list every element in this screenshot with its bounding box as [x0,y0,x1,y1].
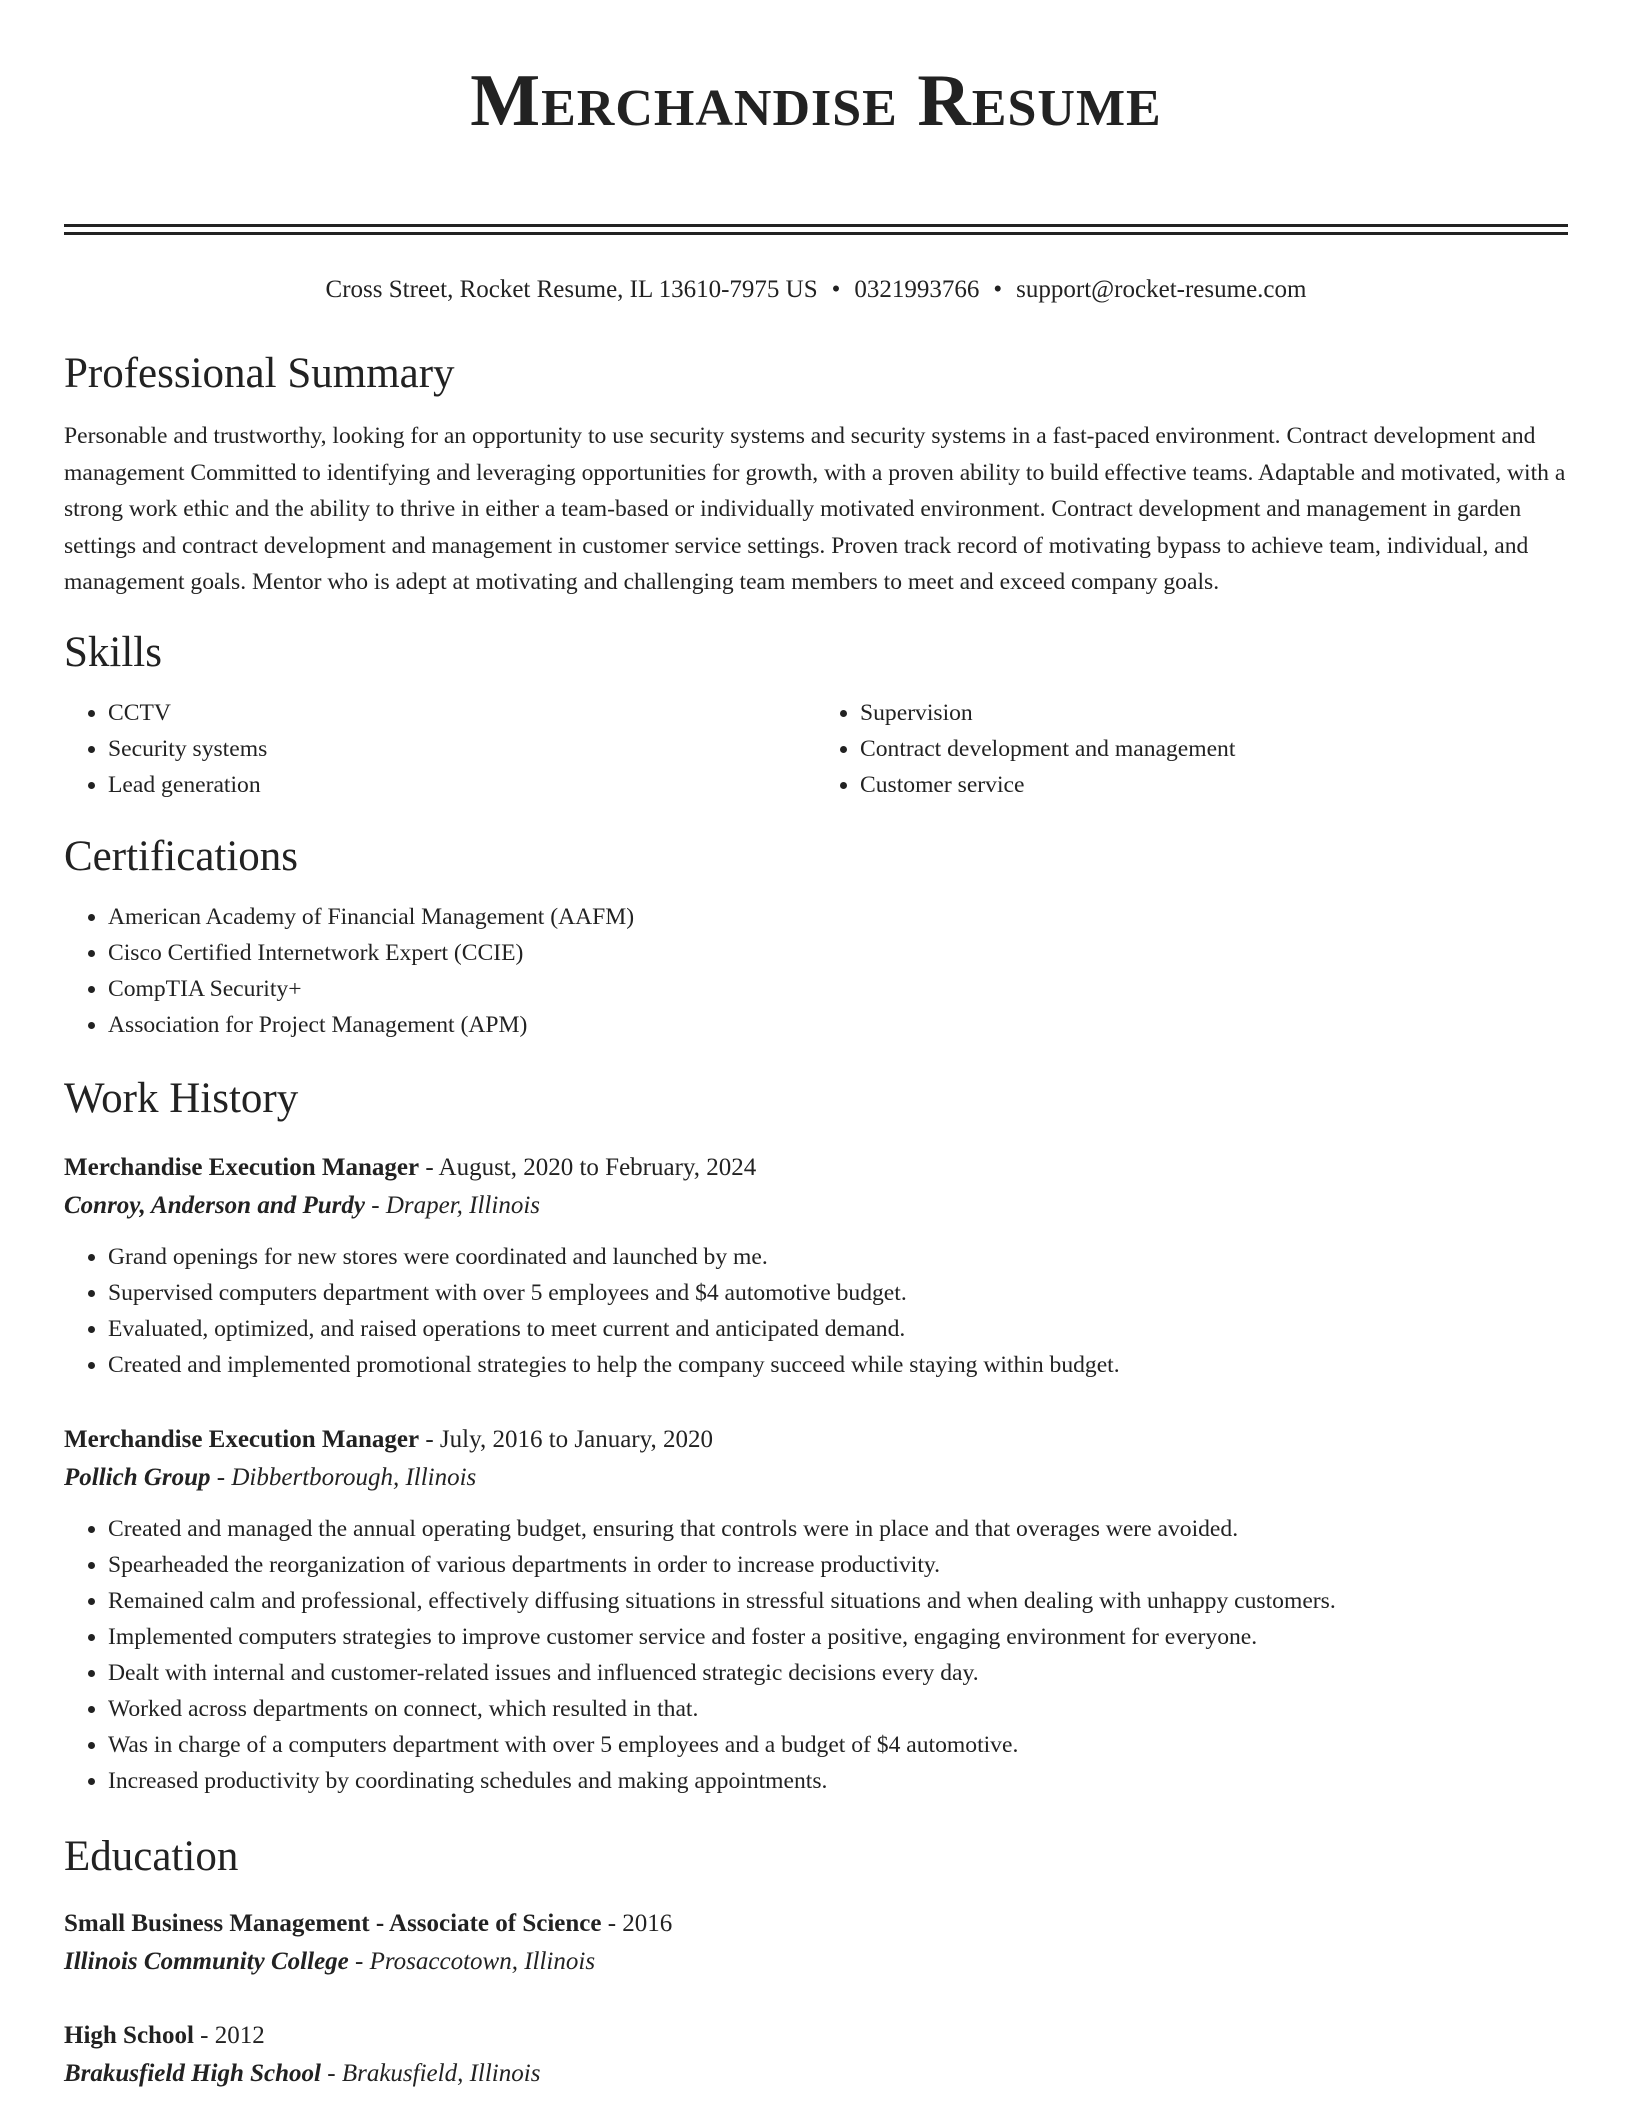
job-bullet: • Dealt with internal and customer-related issues and influenced strategic decisions every day. [108,1655,1568,1691]
education-school: Illinois Community College [64,1947,349,1975]
certification-item: • Cisco Certified Internetwork Expert (CCIE) [108,935,1568,971]
education-institution [64,1943,1568,1981]
certifications-heading: Certifications [64,832,299,880]
job-location: - Dibbertborough, Illinois [210,1463,477,1491]
education-school: Brakusfield High School [64,2059,321,2087]
summary-heading: Professional Summary [64,350,455,397]
job-dates: - July, 2016 to January, 2020 [419,1425,714,1453]
job-header [64,1149,1568,1187]
job-employer [64,1459,1568,1497]
job-bullet: • Evaluated, optimized, and raised operations to meet current and anticipated demand. [108,1311,1568,1347]
certification-item: • Association for Project Management (APM) [108,1007,1568,1043]
job-bullet: • Spearheaded the reorganization of various departments in order to increase productivity. [108,1547,1568,1583]
job-bullets [64,1511,1568,1799]
job-header [64,1421,1568,1459]
certifications-list [64,899,1568,1043]
education-entry [64,1905,1568,1981]
job-title: Merchandise Execution Manager [64,1425,420,1453]
skill-item: • Supervision [860,695,1568,731]
work-history-section [64,1073,1568,1799]
education-heading: Education [64,1832,239,1880]
job-bullet: • Increased productivity by coordinating schedules and making appointments. [108,1763,1568,1799]
job-employer [64,1187,1568,1225]
education-institution [64,2055,1568,2093]
job-title: Merchandise Execution Manager [64,1153,420,1181]
work-history-heading: Work History [64,1074,299,1122]
certifications-section [64,831,1568,1043]
skills-columns [64,695,1568,803]
job-bullet: • Worked across departments on connect, which resulted in that. [108,1691,1568,1727]
education-year: - 2016 [601,1909,673,1937]
contact-email[interactable]: support@rocket-resume.com [1016,276,1307,303]
job-bullet: • Remained calm and professional, effectively diffusing situations in stressful situations and when dealing with unhappy customers. [108,1583,1568,1619]
skill-item: • Customer service [860,767,1568,803]
job-entry [64,1149,1568,1383]
education-entry [64,2017,1568,2093]
contact-address: Cross Street, Rocket Resume, IL 13610-7975 US [325,276,818,303]
skill-item: • Lead generation [108,767,816,803]
job-bullet: • Created and implemented promotional strategies to help the company succeed while staying within budget. [108,1347,1568,1383]
header-rule-top [64,224,1568,227]
header-rule-bottom [64,232,1568,235]
summary-section [64,348,1568,601]
education-location: - Brakusfield, Illinois [321,2059,541,2087]
job-location: - Draper, Illinois [365,1191,540,1219]
skill-item: • Contract development and management [860,731,1568,767]
education-header [64,2017,1568,2055]
education-year: - 2012 [193,2021,265,2049]
summary-text: Personable and trustworthy, looking for an opportunity to use security systems and security systems in a fast-paced environment. Contract development and management Committed to identifying and leveraging opportunities for growth, with a proven ability to build effective teams. Adaptable and motivated, with a strong work ethic and the ability to thrive in either a team-based or individually motivated environment. Contract development and management in garden settings and contract development and management in customer service settings. Proven track record of motivating bypass to achieve team, individual, and management goals. Mentor who is adept at motivating and challenging team members to meet and exceed company goals. [64,423,1566,596]
job-company: Conroy, Anderson and Purdy [64,1191,365,1219]
skills-section [64,627,1568,803]
job-bullet: • Grand openings for new stores were coordinated and launched by me. [108,1239,1568,1275]
skills-list-right [816,695,1568,803]
skills-list-left [64,695,816,803]
education-header [64,1905,1568,1943]
resume-title: Merchandise Resume [470,60,1162,142]
job-company: Pollich Group [64,1463,211,1491]
skill-item: • CCTV [108,695,816,731]
contact-line [64,272,1568,308]
skill-item: • Security systems [108,731,816,767]
contact-phone: 0321993766 [854,276,980,303]
certification-item: • American Academy of Financial Management (AAFM) [108,899,1568,935]
education-section [64,1831,1568,2093]
skills-heading: Skills [64,628,162,676]
job-bullets [64,1239,1568,1383]
job-bullet: • Implemented computers strategies to improve customer service and foster a positive, engaging environment for everyone. [108,1619,1568,1655]
education-degree: Small Business Management - Associate of Science [64,1909,602,1937]
contact-separator: • [831,276,841,303]
job-bullet: • Supervised computers department with over 5 employees and $4 automotive budget. [108,1275,1568,1311]
job-dates: - August, 2020 to February, 2024 [419,1153,757,1181]
job-bullet: • Created and managed the annual operating budget, ensuring that controls were in place and that overages were avoided. [108,1511,1568,1547]
contact-separator: • [993,276,1003,303]
education-degree: High School [64,2021,194,2049]
job-bullet: • Was in charge of a computers department with over 5 employees and a budget of $4 automotive. [108,1727,1568,1763]
education-location: - Prosaccotown, Illinois [348,1947,596,1975]
certification-item: • CompTIA Security+ [108,971,1568,1007]
job-entry [64,1421,1568,1799]
